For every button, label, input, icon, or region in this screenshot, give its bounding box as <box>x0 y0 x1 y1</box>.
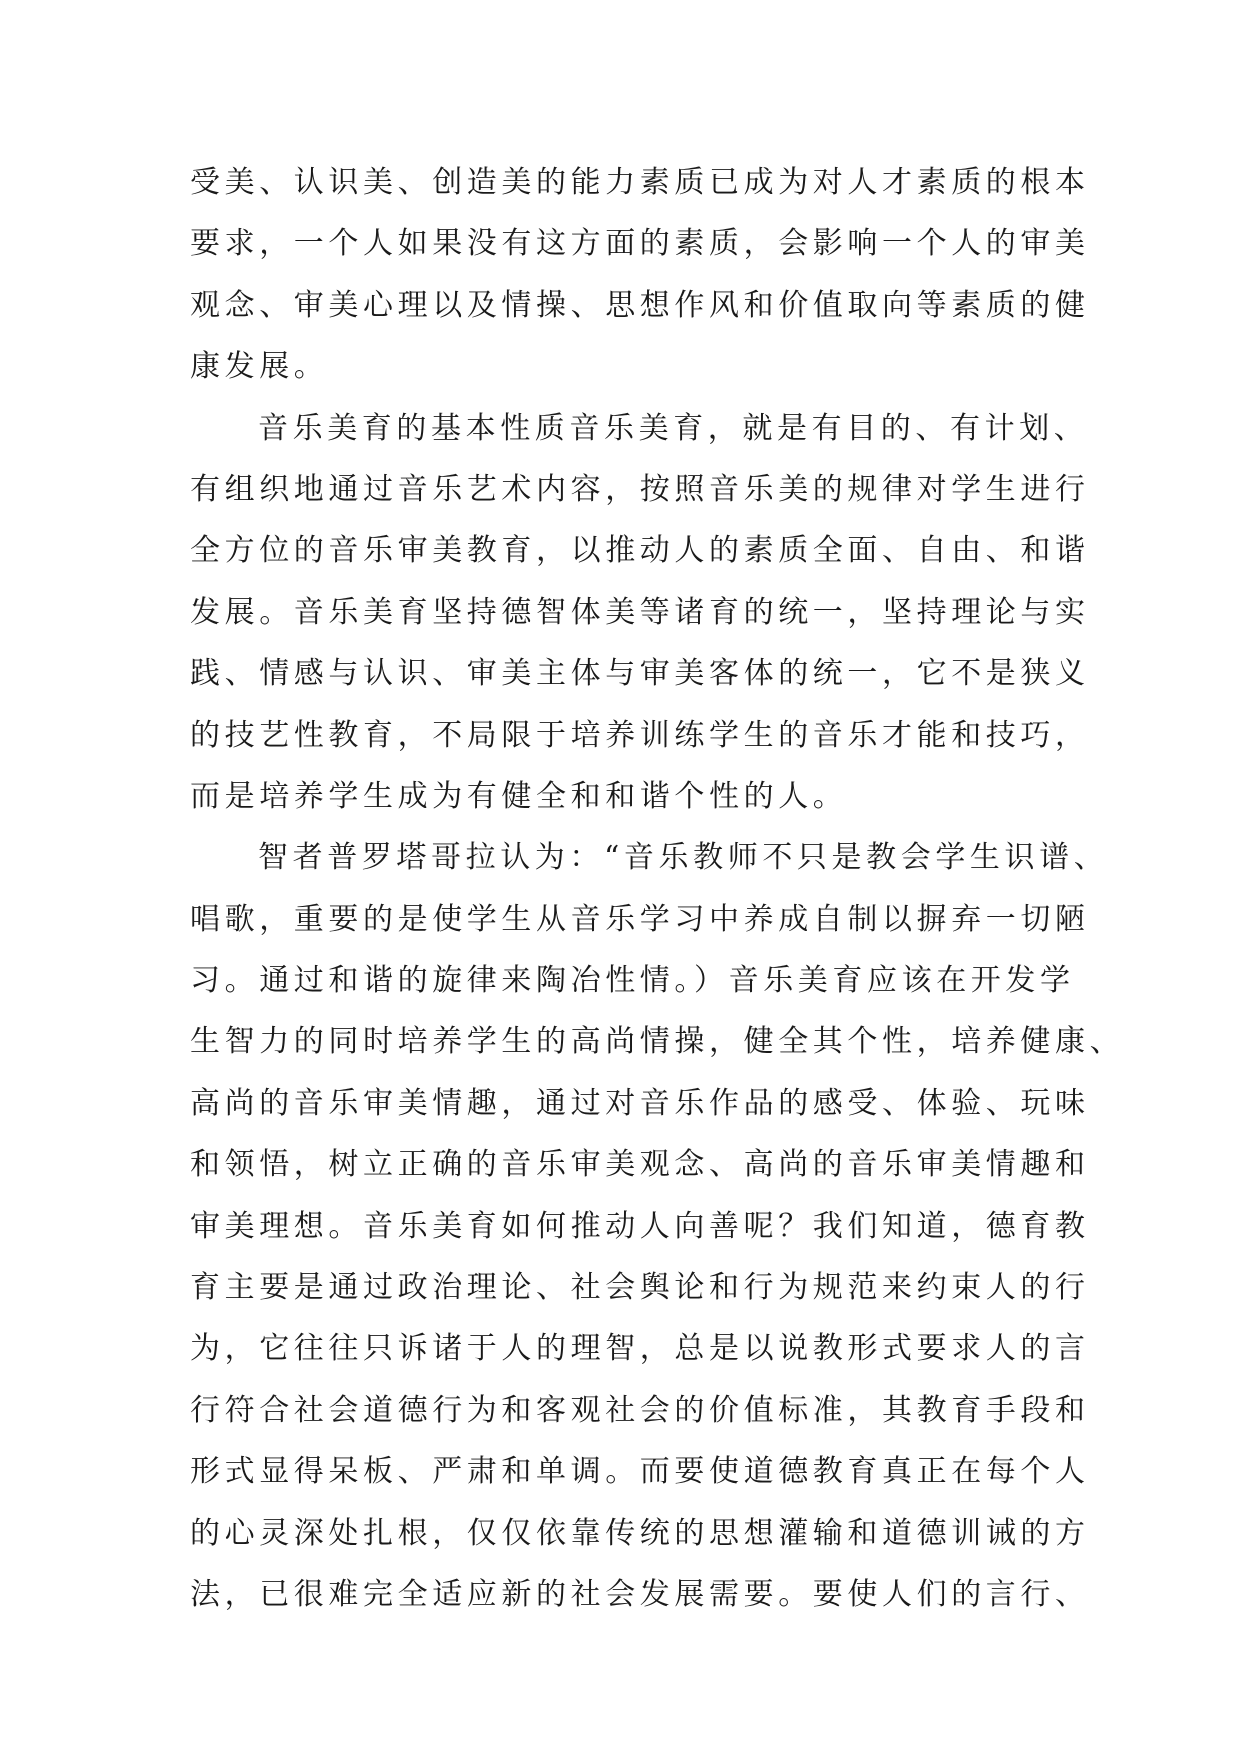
text-line: 践、情感与认识、审美主体与审美客体的统一，它不是狭义 <box>190 656 1090 692</box>
text-line: 形式显得呆板、严肃和单调。而要使道德教育真正在每个人 <box>190 1454 1090 1490</box>
text-line: 全方位的音乐审美教育，以推动人的素质全面、自由、和谐 <box>190 533 1090 569</box>
text-line: 受美、认识美、创造美的能力素质已成为对人才素质的根本 <box>190 165 1090 200</box>
text-line: 和领悟，树立正确的音乐审美观念、高尚的音乐审美情趣和 <box>190 1147 1090 1183</box>
text-line: 习。通过和谐的旋律来陶冶性情。）音乐美育应该在开发学 <box>190 963 1075 999</box>
text-line: 有组织地通过音乐艺术内容，按照音乐美的规律对学生进行 <box>190 471 1090 507</box>
text-line: 法，已很难完全适应新的社会发展需要。要使人们的言行、 <box>190 1576 1090 1612</box>
text-line: 的心灵深处扎根，仅仅依靠传统的思想灌输和道德训诫的方 <box>190 1515 1090 1551</box>
text-line: 的技艺性教育，不局限于培养训练学生的音乐才能和技巧， <box>190 717 1090 753</box>
text-line: 唱歌，重要的是使学生从音乐学习中养成自制以摒弃一切陋 <box>190 901 1090 937</box>
body-text <box>190 152 1125 1625</box>
paragraph-3 <box>190 827 1125 1625</box>
text-line: 为，它往往只诉诸于人的理智，总是以说教形式要求人的言 <box>190 1331 1090 1367</box>
text-line: 康发展。 <box>190 349 329 385</box>
paragraph-1 <box>190 152 1090 398</box>
text-line: 要求，一个人如果没有这方面的素质，会影响一个人的审美 <box>190 226 1090 262</box>
text-line: 观念、审美心理以及情操、思想作风和价值取向等素质的健 <box>190 287 1090 323</box>
text-line: 审美理想。音乐美育如何推动人向善呢？我们知道，德育教 <box>190 1208 1090 1244</box>
text-line: 生智力的同时培养学生的高尚情操，健全其个性，培养健康、 <box>190 1024 1125 1060</box>
text-line: 高尚的音乐审美情趣，通过对音乐作品的感受、体验、玩味 <box>190 1085 1090 1121</box>
text-line: 音乐美育的基本性质音乐美育，就是有目的、有计划、 <box>258 410 1089 446</box>
text-line: 智者普罗塔哥拉认为：“音乐教师不只是教会学生识谱、 <box>258 840 1109 876</box>
text-line: 而是培养学生成为有健全和和谐个性的人。 <box>190 778 848 814</box>
text-line: 行符合社会道德行为和客观社会的价值标准，其教育手段和 <box>190 1392 1090 1428</box>
text-line: 发展。音乐美育坚持德智体美等诸育的统一，坚持理论与实 <box>190 594 1090 630</box>
text-line: 育主要是通过政治理论、社会舆论和行为规范来约束人的行 <box>190 1270 1090 1306</box>
paragraph-2 <box>190 398 1090 828</box>
